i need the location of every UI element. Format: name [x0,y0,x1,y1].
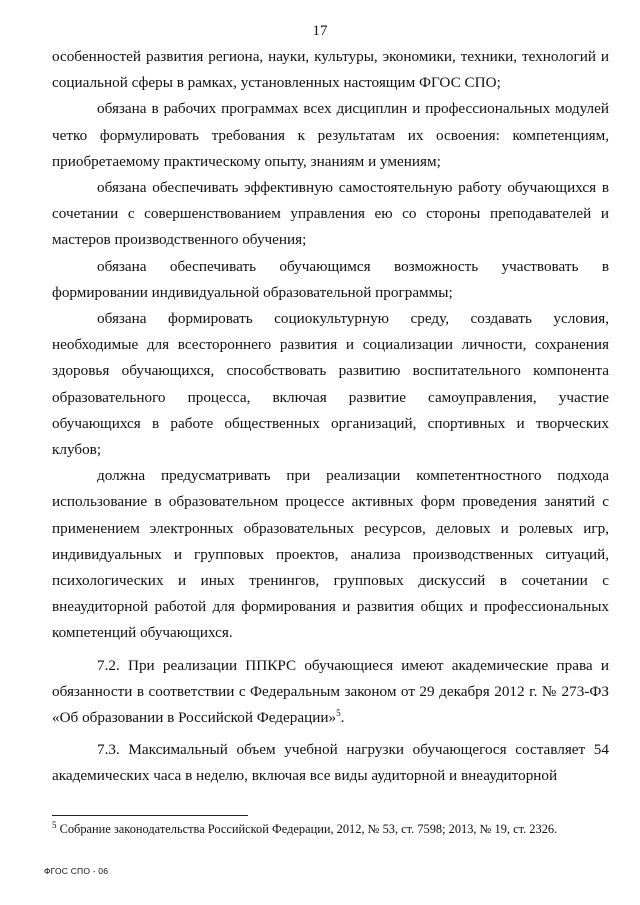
footnote [52,819,612,837]
paragraph: должна предусматривать при реализации компетентностного подхода использование в образовательном процессе активных форм проведения занятий с применением электронных образовательных ресурсов, деловых и ролевых игр, индивидуальных и групповых проектов, анализа производственных ситуаций, психологических и иных тренингов, групповых дискуссий в сочетании с внеаудиторной работой для формирования и развития общих и профессиональных компетенций обучающихся. [52,467,609,642]
document-body [52,44,609,790]
paragraph: обязана обеспечивать эффективную самостоятельную работу обучающихся в сочетании с совершенствованием управления ею со стороны преподавателей и мастеров производственного обучения; [52,179,609,249]
footer-code: ФГОС СПО - 06 [44,866,109,876]
paragraph: обязана обеспечивать обучающимся возможность участвовать в формировании индивидуальной образовательной программы; [52,257,609,301]
footnote-separator [52,815,248,816]
paragraph-7-3: 7.3. Максимальный объем учебной нагрузки обучающегося составляет 54 академических часа в неделю, включая все виды аудиторной и внеаудиторной [52,741,609,785]
paragraph-7-2-end: . [340,709,345,727]
footnote-reference: 5 [336,708,341,719]
paragraph: обязана формировать социокультурную среду, создавать условия, необходимые для всестороннего развития и социализации личности, сохранения здоровья обучающихся, способствовать развитию воспитательного компонента образовательного процесса, включая развитие самоуправления, участие обучающихся в работе общественных организаций, спортивных и творческих клубов; [52,310,609,459]
footnote-text: Собрание законодательства Российской Федерации, 2012, № 53, ст. 7598; 2013, № 19, ст. 2326. [56,822,558,836]
paragraph-continuation: особенностей развития региона, науки, культуры, экономики, техники, технологий и социальной сферы в рамках, установленных настоящим ФГОС СПО; [52,48,609,92]
paragraph-7-2-text: 7.2. При реализации ППКРС обучающиеся имеют академические права и обязанности в соответствии с Федеральным законом от 29 декабря 2012 г. № 273-ФЗ «Об образовании в Российской Федерации» [52,656,609,727]
paragraph-7-2 [52,653,609,732]
paragraph: обязана в рабочих программах всех дисциплин и профессиональных модулей четко формулировать требования к результатам их освоения: компетенциям, приобретаемому практическому опыту, знаниям и умениям; [52,100,609,170]
footnote-number: 5 [52,819,57,830]
page-number: 17 [312,23,328,39]
